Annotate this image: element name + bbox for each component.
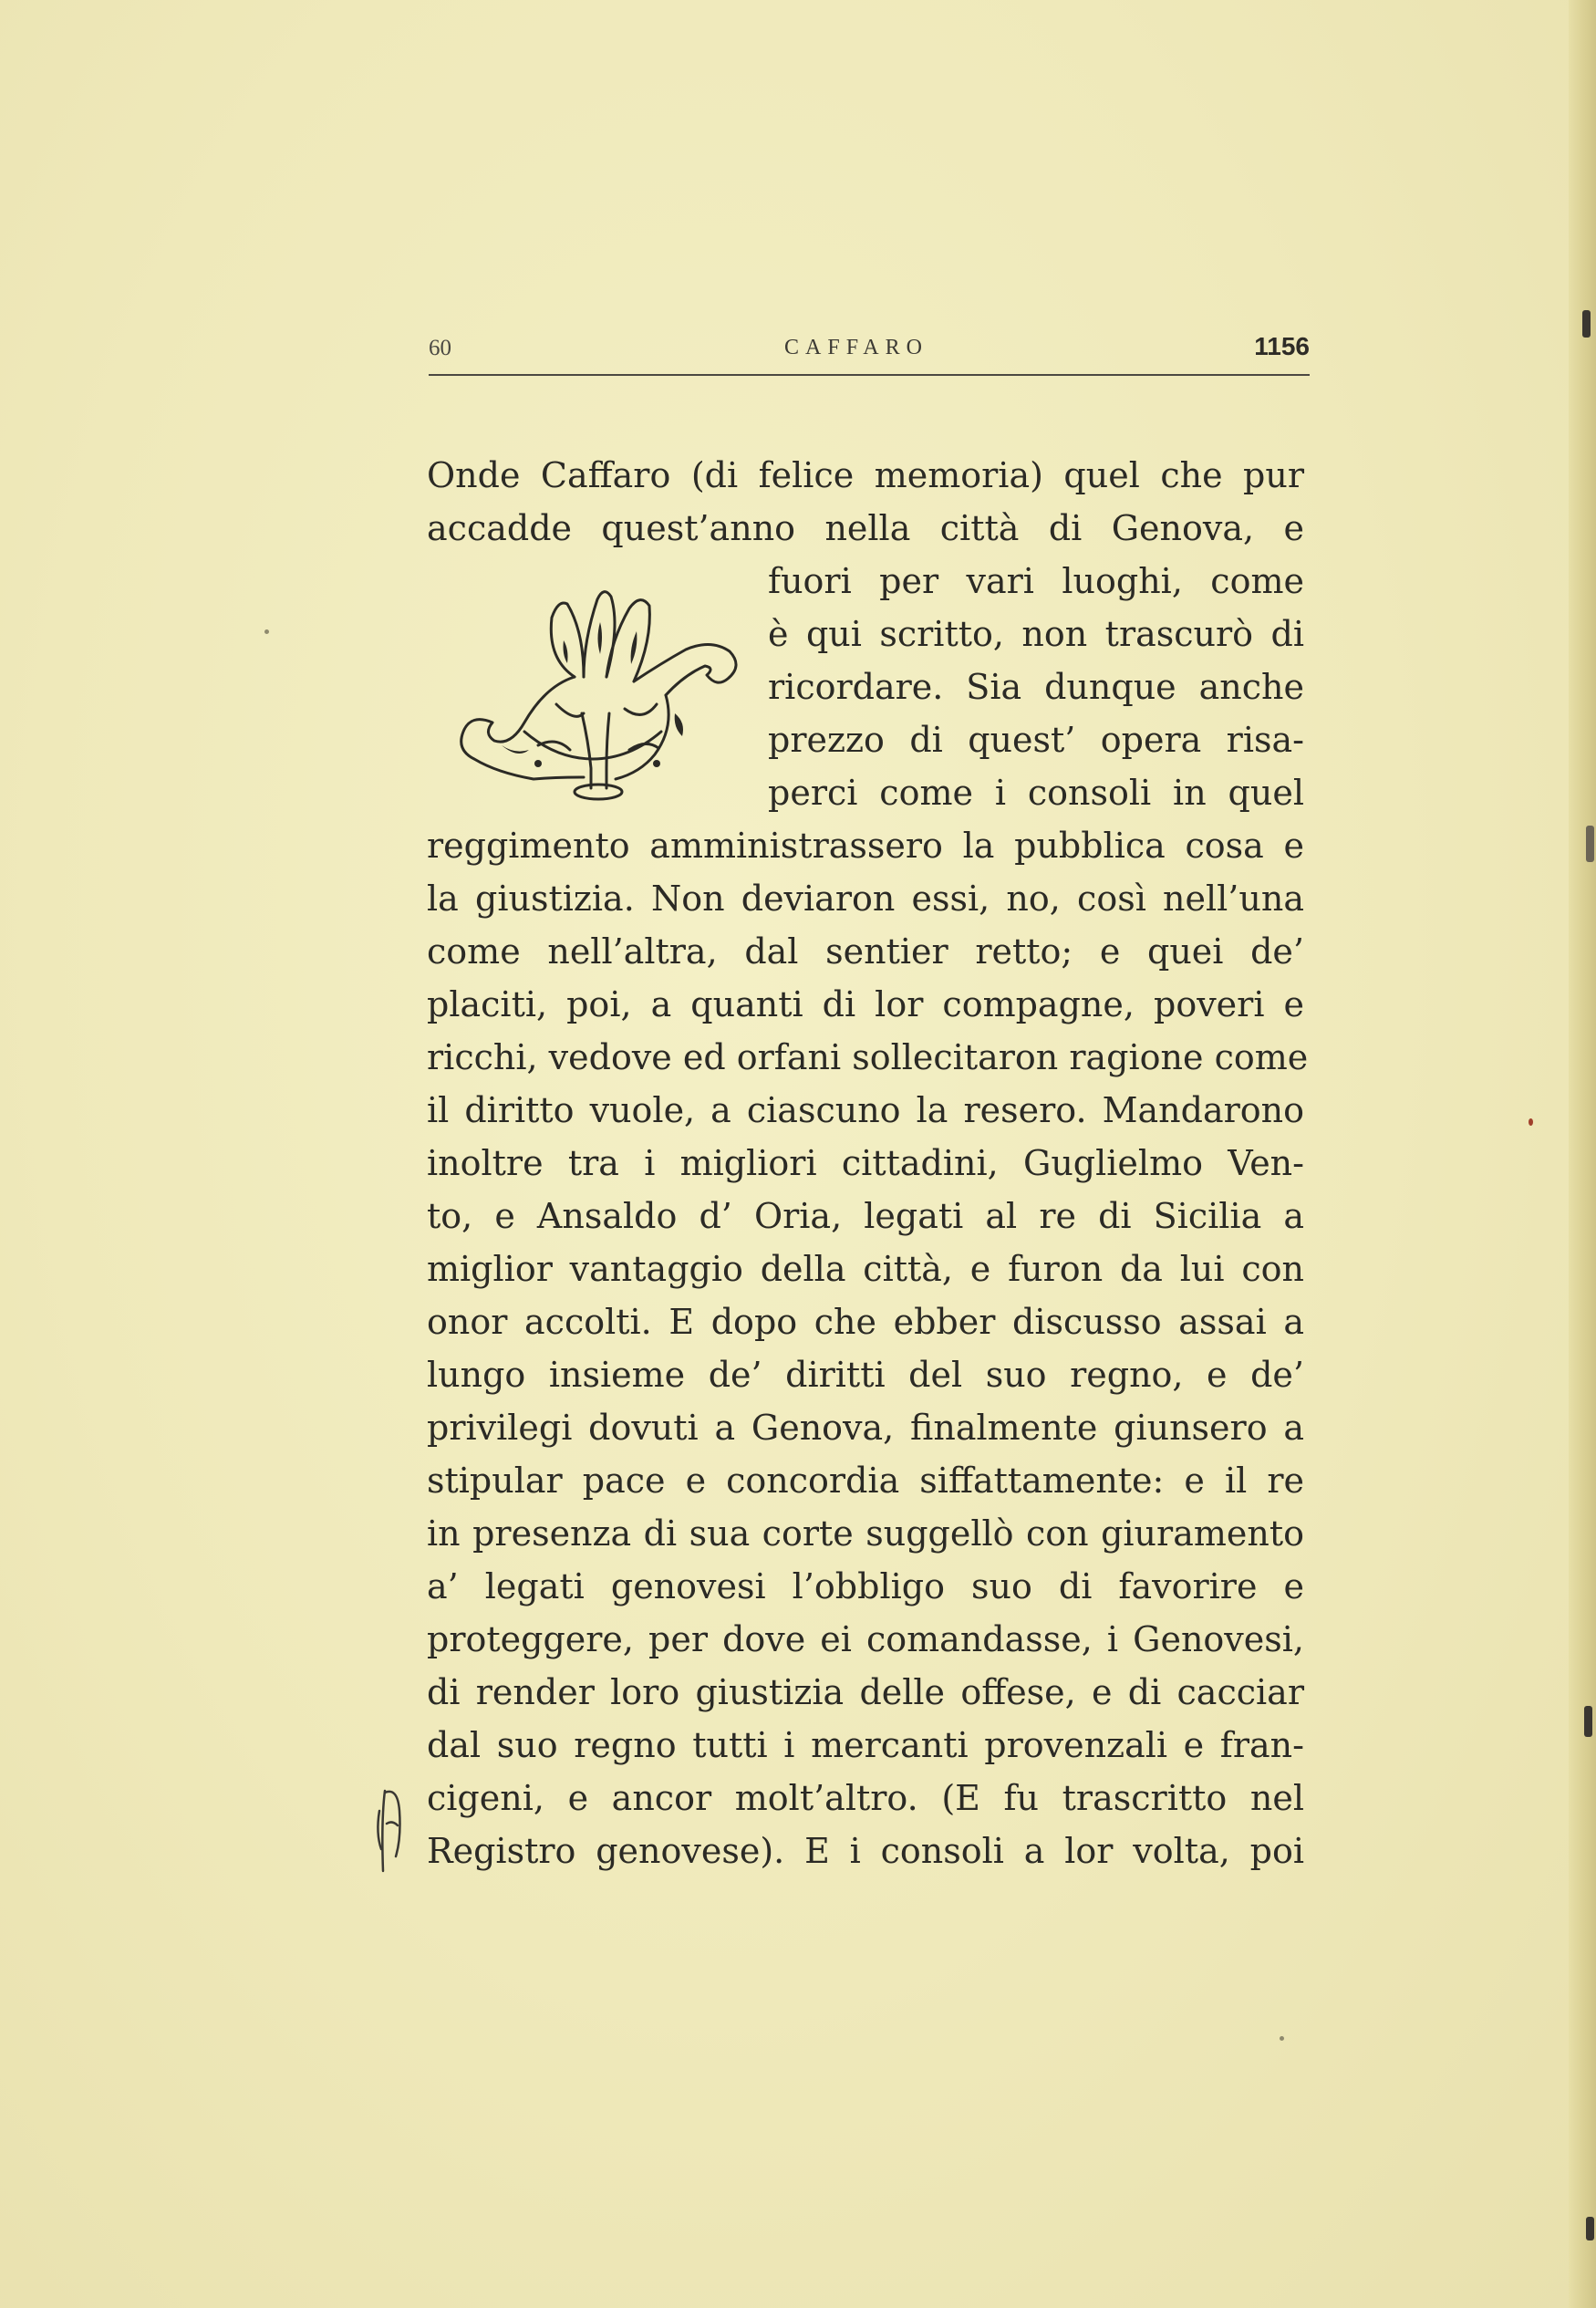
text-line: reggimento amministrassero la pubblica cosa e — [427, 826, 1304, 866]
text-line: stipular pace e concordia siffattamente: e il re — [427, 1461, 1304, 1501]
paper-speck — [1529, 1118, 1533, 1126]
running-header — [429, 325, 1310, 367]
header-rule — [429, 374, 1310, 376]
edge-mark — [1582, 310, 1591, 338]
text-line: il diritto vuole, a ciascuno la resero. Mandarono — [427, 1090, 1304, 1130]
text-line: in presenza di sua corte suggellò con giuramento — [427, 1513, 1304, 1554]
edge-mark — [1586, 2217, 1594, 2240]
text-line: inoltre tra i migliori cittadini, Guglielmo Ven- — [427, 1143, 1304, 1183]
text-line: lungo insieme de’ diritti del suo regno, e de’ — [427, 1355, 1304, 1395]
running-title: CAFFARO — [784, 336, 928, 359]
text-line: perci come i consoli in quel — [768, 773, 1304, 813]
text-line: privilegi dovuti a Genova, finalmente giunsero a — [427, 1408, 1304, 1448]
paper-speck — [1280, 2036, 1284, 2041]
text-line: proteggere, per dove ei comandasse, i Genovesi, — [427, 1619, 1304, 1659]
text-line: la giustizia. Non deviaron essi, no, così nell’una — [427, 878, 1304, 919]
text-line: to, e Ansaldo d’ Oria, legati al re di Sicilia a — [427, 1196, 1304, 1236]
year-heading: 1156 — [1254, 332, 1310, 360]
body-text — [427, 449, 1309, 1877]
text-line: cigeni, e ancor molt’altro. (E fu trascritto nel — [427, 1778, 1304, 1818]
text-line: onor accolti. E dopo che ebber discusso assai a — [427, 1302, 1304, 1342]
text-line: a’ legati genovesi l’obbligo suo di favorire e — [427, 1566, 1304, 1606]
text-line: dal suo regno tutti i mercanti provenzali e fran- — [427, 1725, 1304, 1765]
paper-speck — [264, 629, 269, 634]
text-line: placiti, poi, a quanti di lor compagne, poveri e — [427, 984, 1304, 1024]
handwritten-margin-mark-icon — [372, 1783, 409, 1875]
page-number: 60 — [429, 336, 451, 360]
text-line: Registro genovese). E i consoli a lor volta, poi — [427, 1831, 1304, 1871]
text-line: fuori per vari luoghi, come — [768, 561, 1304, 601]
text-line: miglior vantaggio della città, e furon da lui con — [427, 1249, 1304, 1289]
text-line: Onde Caffaro (di felice memoria) quel che pur — [427, 455, 1304, 495]
text-line: prezzo di quest’ opera risa- — [768, 720, 1304, 760]
page-edge-shadow — [1569, 0, 1596, 2308]
edge-mark — [1586, 826, 1594, 862]
text-line: ricordare. Sia dunque anche — [768, 667, 1304, 707]
text-line: accadde quest’anno nella città di Genova, e — [427, 508, 1304, 548]
text-line: ricchi, vedove ed orfani sollecitaron ragione come — [427, 1037, 1309, 1077]
edge-mark — [1584, 1706, 1592, 1737]
text-line: di render loro giustizia delle offese, e di cacciar — [427, 1672, 1304, 1712]
text-line: come nell’altra, dal sentier retto; e quei de’ — [427, 931, 1304, 972]
text-line: è qui scritto, non trascurò di — [768, 614, 1304, 654]
